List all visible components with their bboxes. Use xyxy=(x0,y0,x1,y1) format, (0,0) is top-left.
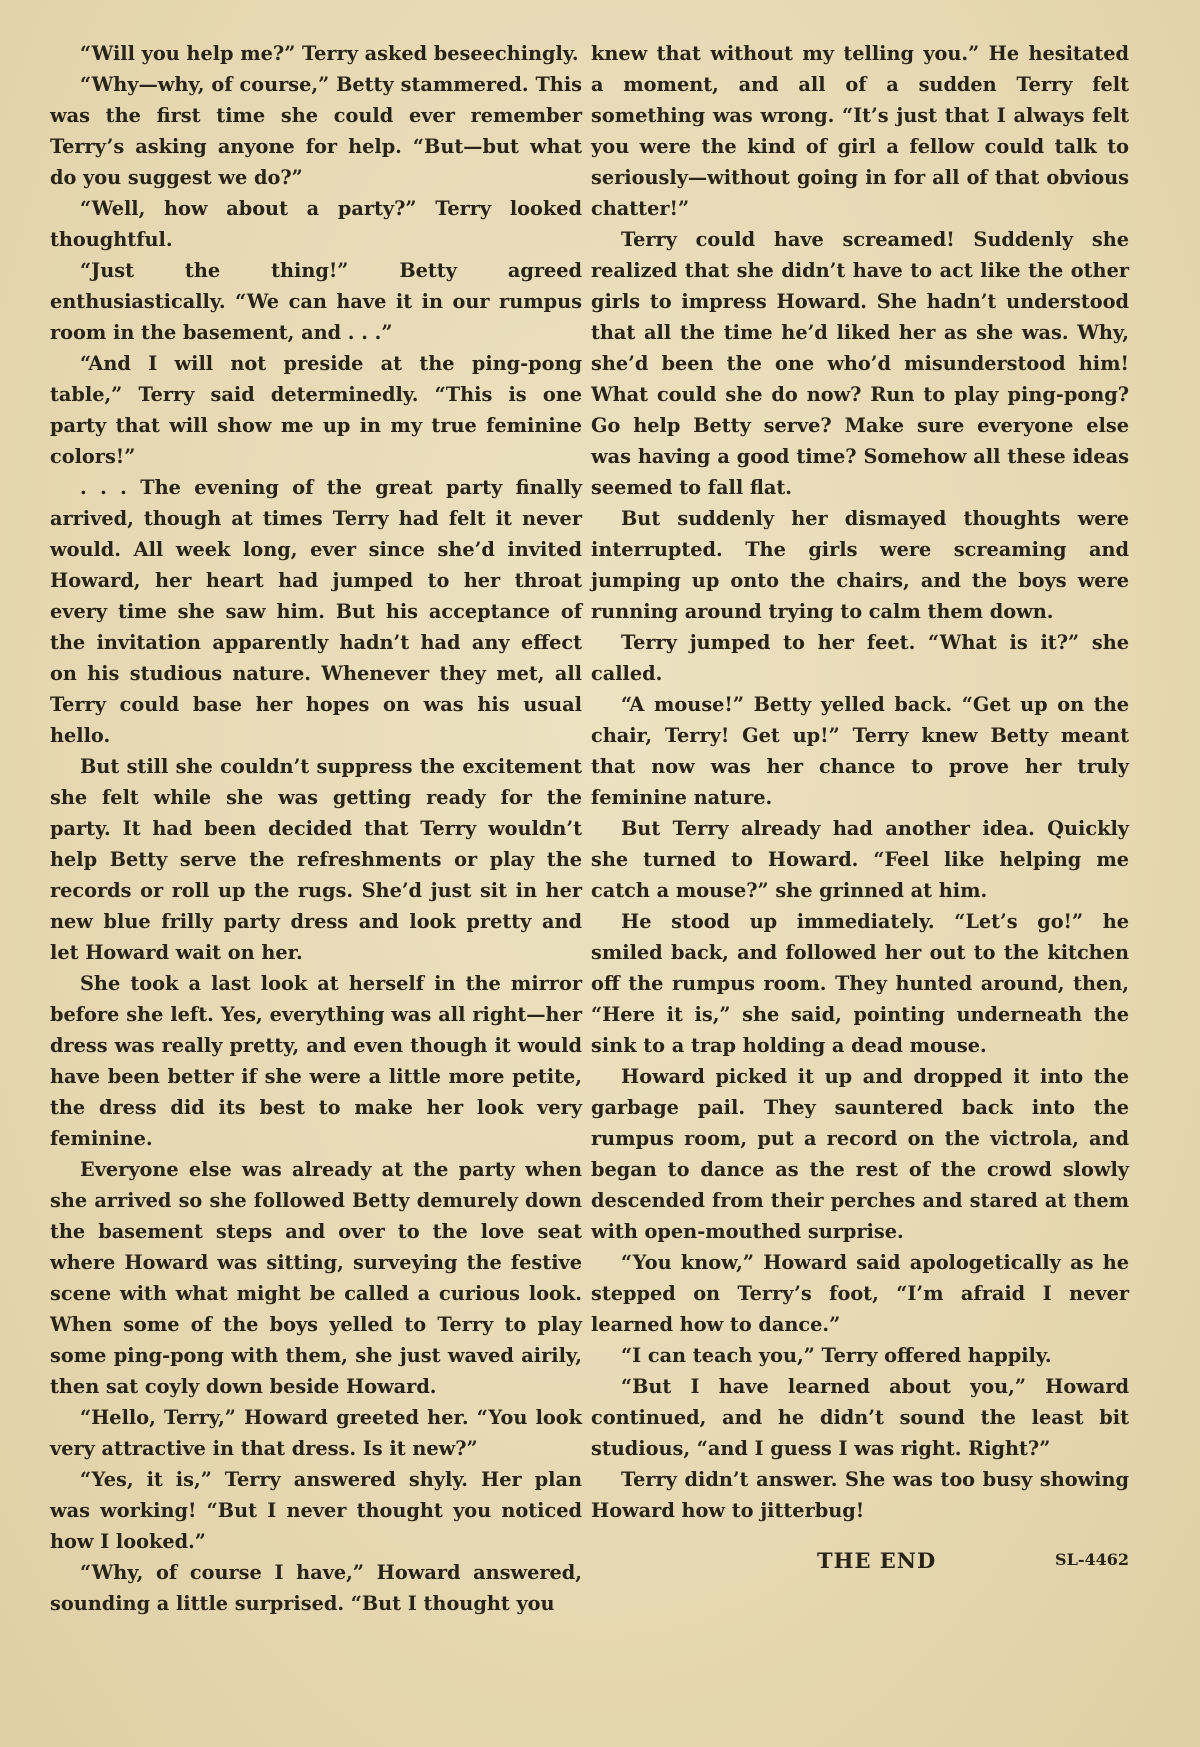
paragraph: “A mouse!” Betty yelled back. “Get up on the chair, Terry! Get up!” Terry knew Betty meant that now was her chance to prove her truly feminine nature. xyxy=(591,693,1129,809)
paragraph: She took a last look at herself in the mirror before she left. Yes, everything was all right—her dress was really pretty, and even though it would have been better if she were a little more petite, the dress did its best to make her look very feminine. xyxy=(50,972,582,1150)
paragraph: Terry didn’t answer. She was too busy showing Howard how to jitterbug! xyxy=(591,1468,1129,1522)
paragraph: “But I have learned about you,” Howard continued, and he didn’t sound the least bit studious, “and I guess I was right. Right?” xyxy=(591,1375,1129,1460)
paragraph: “I can teach you,” Terry offered happily. xyxy=(621,1344,1052,1367)
paragraph: But Terry already had another idea. Quickly she turned to Howard. “Feel like helping me catch a mouse?” she grinned at him. xyxy=(591,817,1129,902)
paragraph: Terry could have screamed! Suddenly she realized that she didn’t have to act like the other girls to impress Howard. She hadn’t understood that all the time he’d liked her as she was. Why, she’d been the one who’d misunderstood him! What could she do now? Run to play ping-pong? Go help Betty serve? Make sure everyone else was having a good time? Somehow all these ideas seemed to fall flat. xyxy=(591,228,1129,499)
right-column xyxy=(591,38,1129,1526)
paragraph: “Hello, Terry,” Howard greeted her. “You look very attractive in that dress. Is it new?” xyxy=(50,1406,582,1460)
paragraph: “Why—why, of course,” Betty stammered. This was the first time she could ever remember Terry’s asking anyone for help. “But—but what do you suggest we do?” xyxy=(50,73,582,189)
paragraph: “Yes, it is,” Terry answered shyly. Her plan was working! “But I never thought you noticed how I looked.” xyxy=(50,1468,582,1553)
paragraph: He stood up immediately. “Let’s go!” he smiled back, and followed her out to the kitchen off the rumpus room. They hunted around, then, “Here it is,” she said, pointing underneath the sink to a trap holding a dead mouse. xyxy=(591,910,1129,1057)
story-code: SL-4462 xyxy=(1055,1550,1129,1569)
story-footer xyxy=(591,1548,1129,1580)
paragraph: “Will you help me?” Terry asked beseechingly. xyxy=(80,42,579,65)
paragraph: Howard picked it up and dropped it into the garbage pail. They sauntered back into the rumpus room, put a record on the victrola, and began to dance as the rest of the crowd slowly descended from their perches and stared at them with open-mouthed surprise. xyxy=(591,1065,1129,1243)
paragraph: Terry jumped to her feet. “What is it?” she called. xyxy=(591,631,1129,685)
paragraph: “And I will not preside at the ping-pong table,” Terry said determinedly. “This is one party that will show me up in my true feminine colors!” xyxy=(50,352,582,468)
paragraph: Everyone else was already at the party when she arrived so she followed Betty demurely down the basement steps and over to the love seat where Howard was sitting, surveying the festive scene with what might be called a curious look. When some of the boys yelled to Terry to play some ping-pong with them, she just waved airily, then sat coyly down beside Howard. xyxy=(50,1158,582,1398)
paragraph: But suddenly her dismayed thoughts were interrupted. The girls were screaming and jumping up onto the chairs, and the boys were running around trying to calm them down. xyxy=(591,507,1129,623)
paragraph: But still she couldn’t suppress the excitement she felt while she was getting ready for the party. It had been decided that Terry wouldn’t help Betty serve the refreshments or play the records or roll up the rugs. She’d just sit in her new blue frilly party dress and look pretty and let Howard wait on her. xyxy=(50,755,582,964)
paragraph-continued: knew that without my telling you.” He hesitated a moment, and all of a sudden Terry felt something was wrong. “It’s just that I always felt you were the kind of girl a fellow could talk to seriously—without going in for all of that obvious chatter!” xyxy=(591,42,1129,220)
paragraph: “You know,” Howard said apologetically as he stepped on Terry’s foot, “I’m afraid I never learned how to dance.” xyxy=(591,1251,1129,1336)
left-column xyxy=(50,38,582,1619)
the-end-label: THE END xyxy=(817,1548,937,1573)
paragraph: “Why, of course I have,” Howard answered, sounding a little surprised. “But I thought you xyxy=(50,1561,582,1615)
paragraph: “Just the thing!” Betty agreed enthusiastically. “We can have it in our rumpus room in the basement, and . . .” xyxy=(50,259,582,344)
paragraph: . . . The evening of the great party finally arrived, though at times Terry had felt it never would. All week long, ever since she’d invited Howard, her heart had jumped to her throat every time she saw him. But his acceptance of the invitation apparently hadn’t had any effect on his studious nature. Whenever they met, all Terry could base her hopes on was his usual hello. xyxy=(50,476,582,747)
paragraph: “Well, how about a party?” Terry looked thoughtful. xyxy=(50,197,582,251)
